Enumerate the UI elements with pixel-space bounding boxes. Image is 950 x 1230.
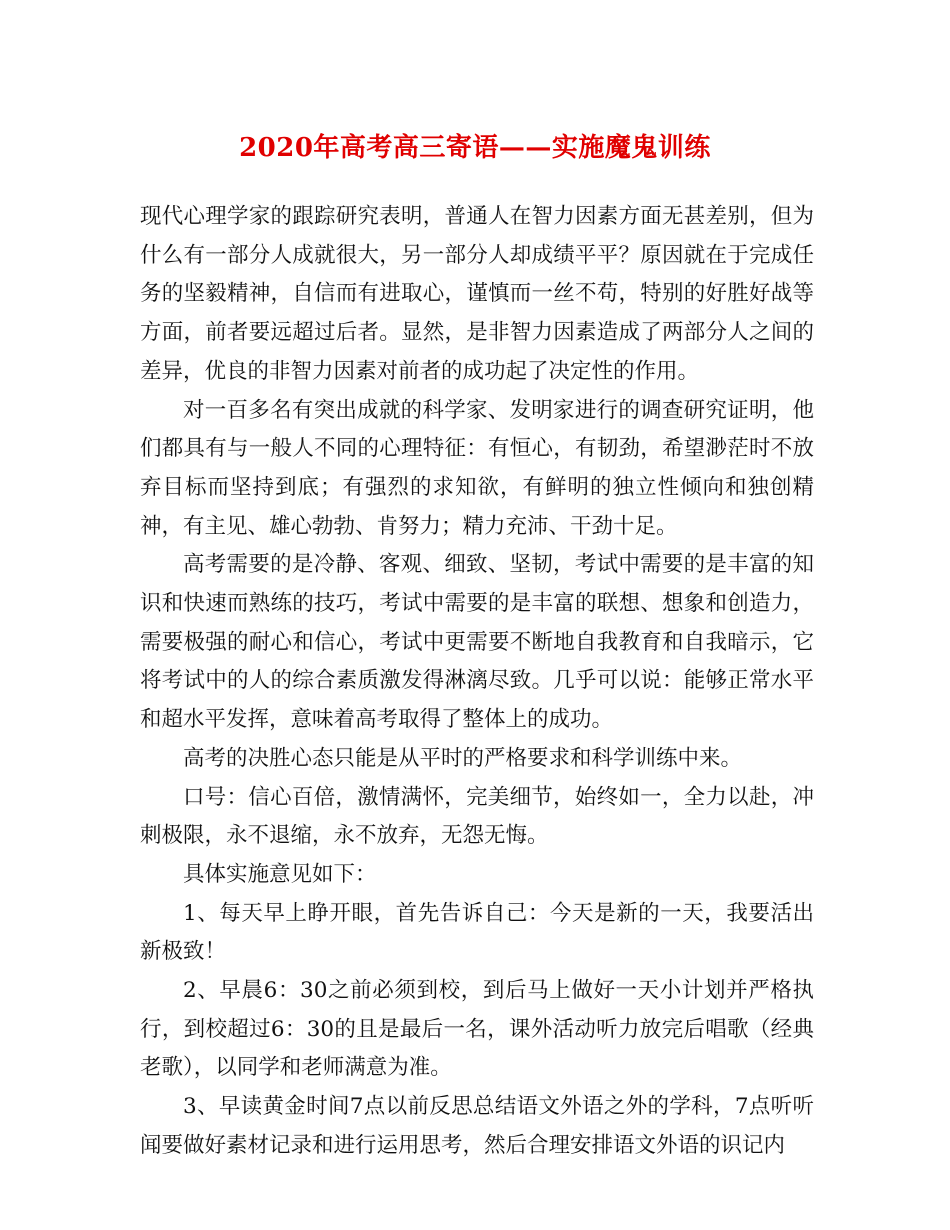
- paragraph-plan-heading: 具体实施意见如下：: [183, 861, 377, 887]
- paragraph-mindset: 高考的决胜心态只能是从平时的严格要求和科学训练中来。: [183, 745, 743, 771]
- paragraph-exam-needs: 高考需要的是冷静、客观、细致、坚韧，考试中需要的是丰富的知识和快速而熟练的技巧，考试中需要的是丰富的联想、想象和创造力，需要极强的耐心和信心，考试中更需要不断地自我教育和自我暗示，它将考试中的人的综合素质激发得淋漓尽致。几乎可以说：能够正常水平和超水平发挥，意味着高考取得了整体上的成功。: [140, 552, 814, 733]
- document-body: [140, 198, 814, 1166]
- paragraph-intro: 现代心理学家的跟踪研究表明，普通人在智力因素方面无甚差别，但为什么有一部分人成就很大，另一部分人却成绩平平？原因就在于完成任务的坚毅精神，自信而有进取心，谨慎而一丝不苟，特别的好胜好战等方面，前者要远超过后者。显然，是非智力因素造成了两部分人之间的差异，优良的非智力因素对前者的成功起了决定性的作用。: [140, 204, 814, 384]
- list-item-3: 3、早读黄金时间7点以前反思总结语文外语之外的学科，7点听听闻要做好素材记录和进行运用思考，然后合理安排语文外语的识记内: [140, 1094, 814, 1158]
- list-item-2: 2、早晨6：30之前必须到校，到后马上做好一天小计划并严格执行，到校超过6：30的且是最后一名，课外活动听力放完后唱歌（经典老歌），以同学和老师满意为准。: [140, 978, 814, 1081]
- paragraph-slogan: 口号：信心百倍，激情满怀，完美细节，始终如一，全力以赴，冲刺极限，永不退缩，永不放弃，无怨无悔。: [140, 784, 814, 849]
- paragraph-research: 对一百多名有突出成就的科学家、发明家进行的调查研究证明，他们都具有与一般人不同的心理特征：有恒心，有韧劲，希望渺茫时不放弃目标而坚持到底；有强烈的求知欲，有鲜明的独立性倾向和独创精神，有主见、雄心勃勃、肯努力；精力充沛、干劲十足。: [140, 397, 814, 539]
- document-title: 2020年高考高三寄语——实施魔鬼训练: [239, 133, 711, 163]
- list-item-1: 1、每天早上睁开眼，首先告诉自己：今天是新的一天，我要活出新极致！: [140, 900, 814, 965]
